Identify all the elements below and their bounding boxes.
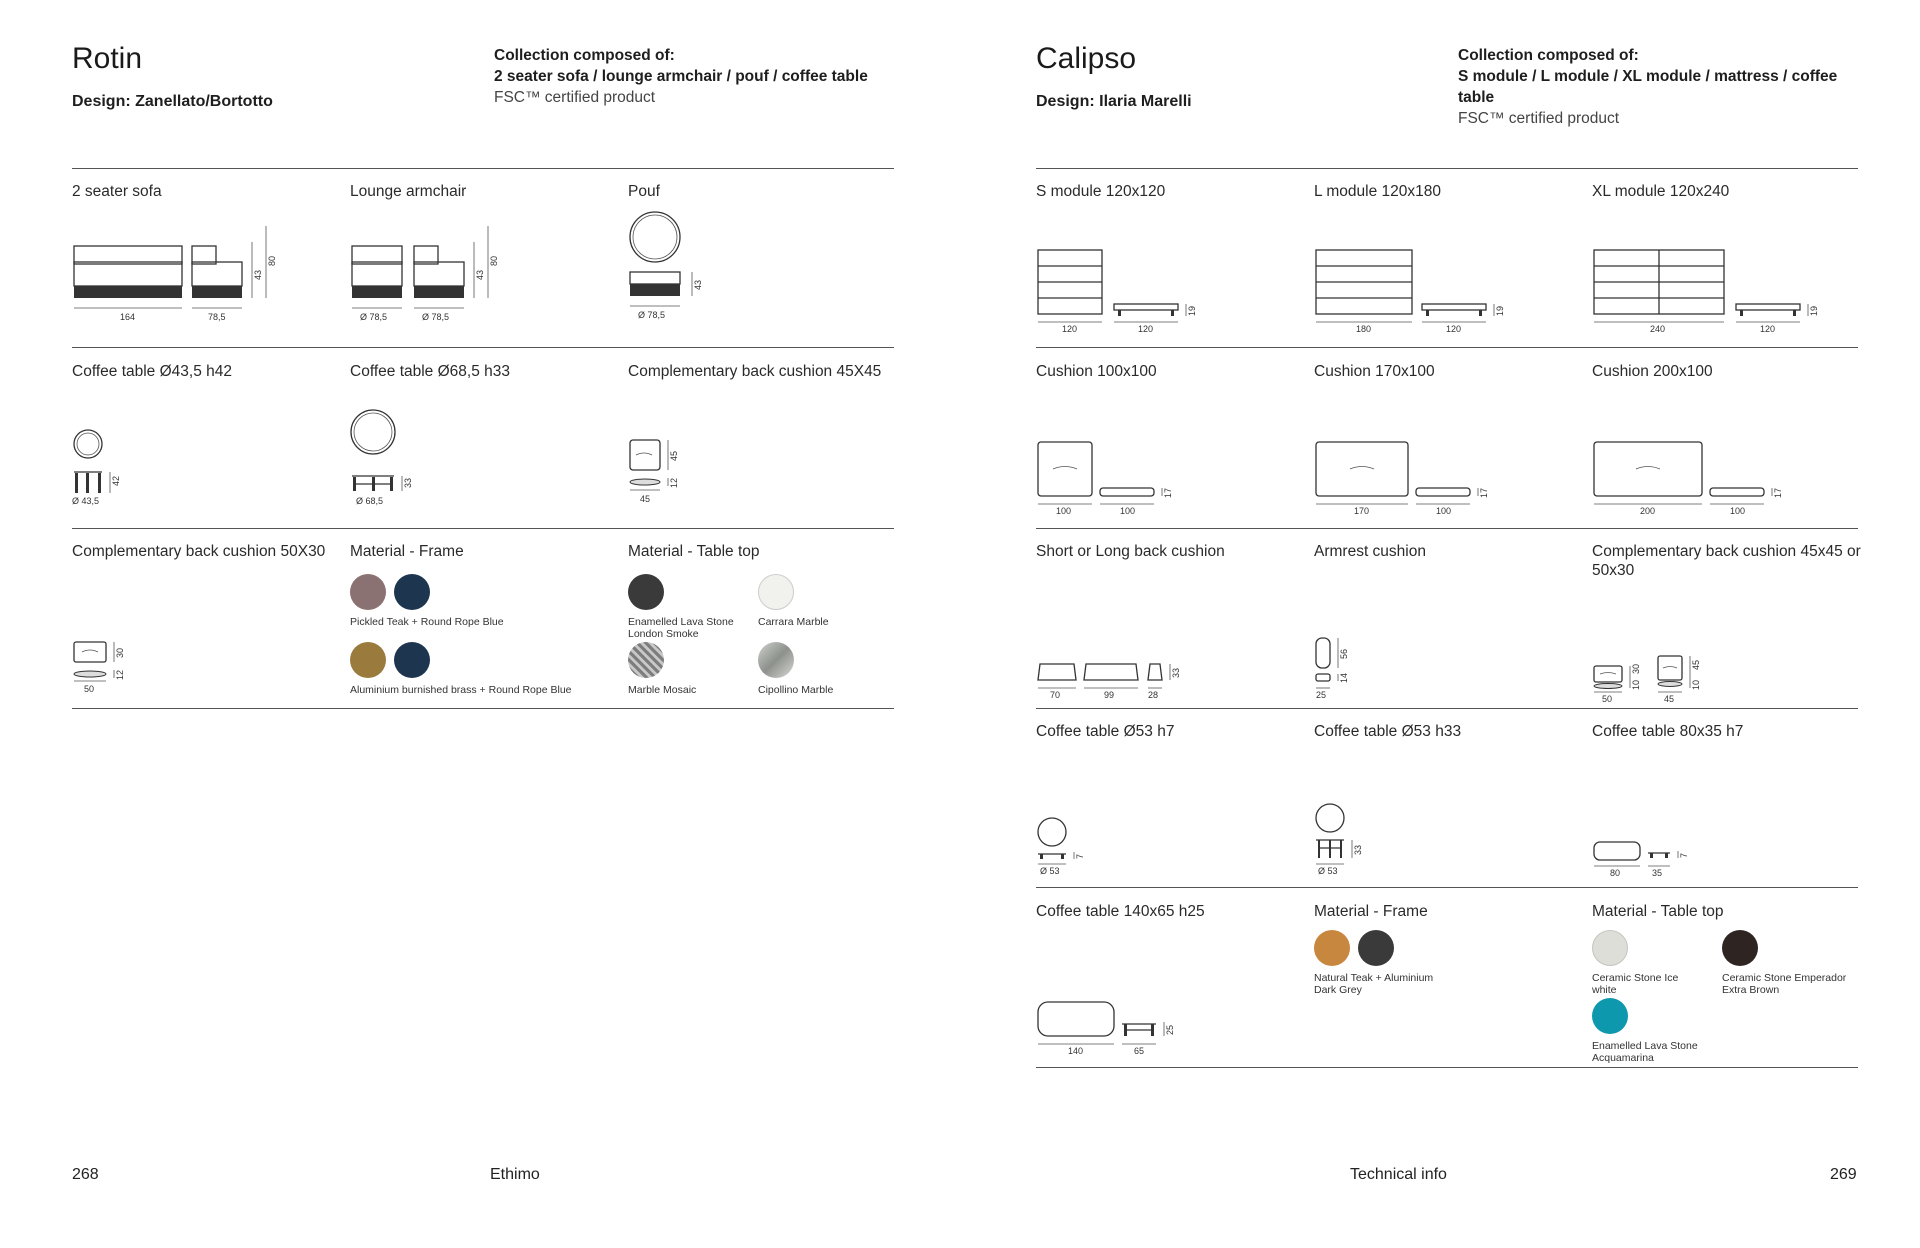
pouf-drawing xyxy=(628,210,848,350)
swatch-caption: Aluminium burnished brass + Round Rope Blue xyxy=(350,684,572,696)
dimension: 10 xyxy=(1631,679,1641,690)
dimension: 50 xyxy=(84,684,95,694)
dimension: 164 xyxy=(120,312,136,322)
swatch-caption: Carrara Marble xyxy=(758,616,829,628)
dimension: 80 xyxy=(1610,868,1621,878)
divider xyxy=(72,168,894,169)
product-cell xyxy=(628,170,904,348)
product-label: Coffee table 140x65 h25 xyxy=(1036,903,1205,920)
product-cell xyxy=(1036,170,1312,348)
dimension: 78,5 xyxy=(208,312,226,322)
dimension: 7 xyxy=(1075,853,1085,859)
dimension: 100 xyxy=(1120,506,1136,516)
dimension: 99 xyxy=(1104,690,1115,700)
dimension: 33 xyxy=(1353,844,1363,855)
product-label: S module 120x120 xyxy=(1036,183,1166,200)
dimension: 10 xyxy=(1691,679,1701,690)
coffee-table-drawing xyxy=(350,390,570,530)
product-label: Cushion 100x100 xyxy=(1036,363,1157,380)
material-swatch xyxy=(628,574,664,610)
product-cell xyxy=(1592,170,1868,348)
l-module-drawing xyxy=(1314,210,1554,350)
dimension: 140 xyxy=(1068,1046,1084,1056)
cushion-drawing xyxy=(1314,390,1554,530)
dimension: 120 xyxy=(1062,324,1078,334)
dimension: 180 xyxy=(1356,324,1372,334)
dimension: 25 xyxy=(1165,1024,1175,1035)
back-cushion-drawing xyxy=(628,390,848,530)
dimension: 45 xyxy=(669,450,679,461)
dimension: 17 xyxy=(1773,487,1783,498)
dimension: 45 xyxy=(640,494,651,504)
dimension: 19 xyxy=(1809,305,1819,316)
material-swatch xyxy=(350,642,386,678)
product-cell xyxy=(1314,170,1590,348)
product-cell xyxy=(72,530,348,708)
material-label: Material - Table top xyxy=(1592,903,1724,920)
product-cell xyxy=(1036,710,1312,888)
dimension: 17 xyxy=(1479,487,1489,498)
xl-module-drawing xyxy=(1592,210,1832,350)
product-cell xyxy=(1314,710,1590,888)
product-cell xyxy=(350,170,626,348)
dimension: Ø 53 xyxy=(1040,866,1060,876)
page-number: 268 xyxy=(72,1166,99,1183)
product-label: Complementary back cushion 45X45 xyxy=(628,363,882,380)
swatch-caption: Pickled Teak + Round Rope Blue xyxy=(350,616,504,628)
swatch-caption: Cipollino Marble xyxy=(758,684,834,696)
material-label: Material - Table top xyxy=(628,543,760,560)
fsc-note: FSC™ certified product xyxy=(494,89,656,106)
material-swatch xyxy=(1722,930,1758,966)
material-swatch xyxy=(1592,998,1628,1034)
coffee-table-drawing xyxy=(72,390,292,530)
dimension: 65 xyxy=(1134,1046,1145,1056)
product-label: Complementary back cushion 45x45 or 50x30 xyxy=(1592,543,1861,579)
material-swatch xyxy=(628,642,664,678)
page-number: 269 xyxy=(1830,1166,1857,1183)
s-module-drawing xyxy=(1036,210,1276,350)
material-swatch xyxy=(1358,930,1394,966)
armchair-drawing xyxy=(350,210,570,350)
material-swatch xyxy=(1592,930,1628,966)
dimension: 100 xyxy=(1730,506,1746,516)
dimension: 50 xyxy=(1602,694,1613,704)
dimension: 100 xyxy=(1436,506,1452,516)
product-label: Coffee table 80x35 h7 xyxy=(1592,723,1744,740)
dimension: 30 xyxy=(115,647,125,658)
product-label: Cushion 200x100 xyxy=(1592,363,1713,380)
back-cushion-drawing xyxy=(72,570,292,710)
material-top-cell xyxy=(1592,890,1868,1068)
dimension: 45 xyxy=(1664,694,1675,704)
product-cell xyxy=(72,170,348,348)
cushion-drawing xyxy=(1592,390,1832,530)
collection-items: 2 seater sofa / lounge armchair / pouf / coffee table xyxy=(494,68,868,85)
dimension: 80 xyxy=(489,255,499,266)
dimension: 19 xyxy=(1187,305,1197,316)
product-label: Armrest cushion xyxy=(1314,543,1426,560)
material-label: Material - Frame xyxy=(350,543,464,560)
coffee-table-drawing xyxy=(1036,750,1276,890)
product-cell xyxy=(628,350,904,528)
product-cell xyxy=(1314,530,1590,708)
dimension: 42 xyxy=(111,475,121,486)
dimension: 35 xyxy=(1652,868,1663,878)
product-cell xyxy=(1036,890,1312,1068)
divider xyxy=(1036,168,1858,169)
collection-composition xyxy=(1458,45,1838,129)
material-swatch xyxy=(1314,930,1350,966)
swatch-caption: Marble Mosaic xyxy=(628,684,697,696)
dimension: 120 xyxy=(1760,324,1776,334)
product-label: 2 seater sofa xyxy=(72,183,162,200)
brand-name: Ethimo xyxy=(490,1166,540,1183)
collection-heading: Collection composed of: xyxy=(1458,47,1639,64)
right-page xyxy=(960,0,1920,1248)
fsc-note: FSC™ certified product xyxy=(1458,110,1620,127)
dimension: Ø 43,5 xyxy=(72,496,100,506)
dimension: 43 xyxy=(693,279,703,290)
dimension: 100 xyxy=(1056,506,1072,516)
dimension: 30 xyxy=(1631,663,1641,674)
back-cushion-drawing xyxy=(1036,570,1276,710)
product-label: L module 120x180 xyxy=(1314,183,1441,200)
product-cell xyxy=(1036,530,1312,708)
dimension: 120 xyxy=(1138,324,1154,334)
dimension: Ø 78,5 xyxy=(360,312,388,322)
dimension: 25 xyxy=(1316,690,1327,700)
collection-heading: Collection composed of: xyxy=(494,47,675,64)
product-label: XL module 120x240 xyxy=(1592,183,1730,200)
collection-title: Rotin xyxy=(72,42,143,75)
material-frame-cell xyxy=(1314,890,1590,1068)
collection-composition xyxy=(494,45,914,108)
dimension: 33 xyxy=(1171,667,1181,678)
sofa-drawing xyxy=(72,210,292,350)
back-cushion-drawing xyxy=(1592,570,1832,710)
dimension: 14 xyxy=(1339,672,1349,683)
designer-credit: Design: Ilaria Marelli xyxy=(1036,93,1192,110)
dimension: 70 xyxy=(1050,690,1061,700)
dimension: Ø 78,5 xyxy=(422,312,450,322)
dimension: 56 xyxy=(1339,648,1349,659)
designer-credit: Design: Zanellato/Bortotto xyxy=(72,93,273,110)
material-swatch xyxy=(758,642,794,678)
dimension: 45 xyxy=(1691,659,1701,670)
product-cell xyxy=(1314,350,1590,528)
product-cell xyxy=(350,350,626,528)
swatch-caption: Enamelled Lava Stone London Smoke xyxy=(628,616,734,640)
coffee-table-drawing xyxy=(1592,750,1832,890)
swatch-caption: Natural Teak + Aluminium Dark Grey xyxy=(1314,972,1434,996)
coffee-table-drawing xyxy=(1314,750,1554,890)
product-cell xyxy=(72,350,348,528)
material-swatch xyxy=(394,574,430,610)
product-cell xyxy=(1036,350,1312,528)
dimension: Ø 78,5 xyxy=(638,310,666,320)
product-label: Complementary back cushion 50X30 xyxy=(72,543,326,560)
dimension: 17 xyxy=(1163,487,1173,498)
cushion-drawing xyxy=(1036,390,1276,530)
product-label: Cushion 170x100 xyxy=(1314,363,1435,380)
collection-title: Calipso xyxy=(1036,42,1137,75)
dimension: 200 xyxy=(1640,506,1656,516)
dimension: Ø 68,5 xyxy=(356,496,384,506)
dimension: 12 xyxy=(115,669,125,680)
dimension: 80 xyxy=(267,255,277,266)
product-label: Pouf xyxy=(628,183,660,200)
product-label: Coffee table Ø53 h33 xyxy=(1314,723,1462,740)
swatch-caption: Ceramic Stone Emperador Extra Brown xyxy=(1722,972,1847,996)
dimension: 43 xyxy=(253,269,263,280)
dimension: 12 xyxy=(669,477,679,488)
swatch-caption: Enamelled Lava Stone Acquamarina xyxy=(1592,1040,1698,1064)
material-frame-cell xyxy=(350,530,626,708)
dimension: 240 xyxy=(1650,324,1666,334)
section-label: Technical info xyxy=(1350,1166,1447,1183)
dimension: 33 xyxy=(403,477,413,488)
product-cell xyxy=(1592,350,1868,528)
product-label: Coffee table Ø53 h7 xyxy=(1036,723,1175,740)
product-label: Lounge armchair xyxy=(350,183,467,200)
dimension: 28 xyxy=(1148,690,1159,700)
product-label: Coffee table Ø43,5 h42 xyxy=(72,363,233,380)
product-label: Short or Long back cushion xyxy=(1036,543,1225,560)
armrest-cushion-drawing xyxy=(1314,570,1554,710)
swatch-caption: Ceramic Stone Ice white xyxy=(1592,972,1679,996)
dimension: 120 xyxy=(1446,324,1462,334)
material-swatch xyxy=(758,574,794,610)
product-label: Coffee table Ø68,5 h33 xyxy=(350,363,511,380)
dimension: 43 xyxy=(475,269,485,280)
coffee-table-drawing xyxy=(1036,930,1276,1070)
dimension: 7 xyxy=(1679,852,1689,858)
material-label: Material - Frame xyxy=(1314,903,1428,920)
dimension: 170 xyxy=(1354,506,1370,516)
product-cell xyxy=(1592,530,1868,708)
material-swatch xyxy=(350,574,386,610)
material-top-cell xyxy=(628,530,904,708)
collection-items: S module / L module / XL module / mattress / coffee table xyxy=(1458,68,1838,106)
product-cell xyxy=(1592,710,1868,888)
material-swatch xyxy=(394,642,430,678)
dimension: 19 xyxy=(1495,305,1505,316)
dimension: Ø 53 xyxy=(1318,866,1338,876)
